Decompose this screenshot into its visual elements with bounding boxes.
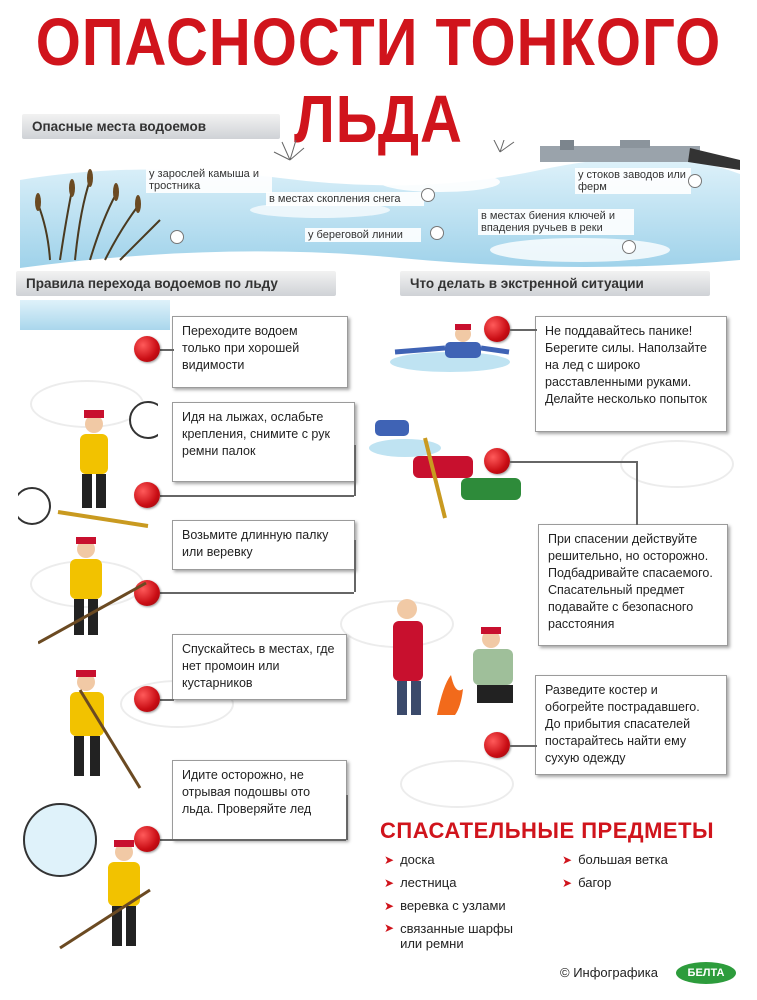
marker-snow <box>421 188 435 202</box>
list-item: ➤ большая ветка <box>562 852 668 867</box>
rescue-items-left-list <box>384 852 554 951</box>
arrow-icon: ➤ <box>384 876 395 890</box>
list-item: ➤ доска <box>384 852 435 867</box>
rescue-illustration <box>365 408 545 538</box>
list-item: ➤ веревка с узлами <box>384 898 506 913</box>
section-label-crossing-rules: Правила перехода водоемов по льду <box>16 271 336 296</box>
connector <box>160 592 354 594</box>
person-with-pole-illustration <box>38 535 148 645</box>
list-item: ➤ багор <box>562 875 612 890</box>
callout-shore: у береговой линии <box>305 228 421 242</box>
person-walking-on-ice-illustration <box>20 800 160 950</box>
connector <box>160 495 354 497</box>
arrow-icon: ➤ <box>384 921 395 935</box>
rule-box-walk-carefully: Идите осторожно, не отрывая подошвы ото льда. Проверяйте лед <box>172 760 347 840</box>
emergency-box-rescue: При спасении действуйте решительно, но осторожно. Подбадривайте спасаемого. Спасательный предмет подавайте с безопасного расстояния <box>538 524 728 646</box>
callout-snow: в местах скопления снега <box>266 192 424 206</box>
marker-shore <box>430 226 444 240</box>
rescue-items-title: СПАСАТЕЛЬНЫЕ ПРЕДМЕТЫ <box>380 818 715 843</box>
list-item: ➤ связанные шарфы или ремни <box>384 921 514 951</box>
connector <box>354 540 356 592</box>
connector <box>160 839 346 841</box>
person-in-ice-illustration <box>385 320 515 380</box>
marker-springs <box>622 240 636 254</box>
campfire-illustration <box>385 595 535 725</box>
marker-factories <box>688 174 702 188</box>
rule-box-skis: Идя на лыжах, ослабьте крепления, снимите с рук ремни палок <box>172 402 355 482</box>
connector <box>160 349 174 351</box>
rule-box-visibility: Переходите водоем только при хорошей видимости <box>172 316 348 388</box>
watermark <box>400 760 514 808</box>
emergency-box-warm-up: Разведите костер и обогрейте пострадавшего. До прибытия спасателей постарайтесь найти ему сухую одежду <box>535 675 727 775</box>
emergency-box-no-panic: Не поддавайтесь панике! Берегите силы. Наползайте на лед с широко расставленными руками. Делайте несколько попыток <box>535 316 727 432</box>
connector <box>354 445 356 496</box>
connector <box>636 461 638 525</box>
arrow-icon: ➤ <box>384 899 395 913</box>
rescue-items-right-list <box>562 852 732 891</box>
callout-springs: в местах биения ключей и впадения ручьев в реки <box>478 209 634 235</box>
page-title: ОПАСНОСТИ ТОНКОГО ЛЬДА <box>35 5 722 157</box>
connector <box>346 795 348 840</box>
arrow-icon: ➤ <box>562 876 573 890</box>
red-marker <box>134 336 160 362</box>
arrow-icon: ➤ <box>384 853 395 867</box>
connector <box>510 745 537 747</box>
callout-reeds: у зарослей камыша и тростника <box>146 167 272 193</box>
rule-box-descend: Спускайтесь в местах, где нет промоин или кустарников <box>172 634 347 700</box>
person-descending-illustration <box>40 670 150 790</box>
list-item: ➤ лестница <box>384 875 457 890</box>
rule-box-pole: Возьмите длинную палку или веревку <box>172 520 355 570</box>
water-strip <box>20 300 170 330</box>
section-label-dangerous-places: Опасные места водоемов <box>22 114 280 139</box>
connector <box>160 699 174 701</box>
credit-text: © Инфографика <box>560 965 659 980</box>
belta-logo: БЕЛТА <box>676 962 736 984</box>
arrow-icon: ➤ <box>562 853 573 867</box>
section-label-emergency: Что делать в экстренной ситуации <box>400 271 710 296</box>
red-marker <box>484 732 510 758</box>
skier-illustration <box>18 400 158 530</box>
callout-factories: у стоков заводов или ферм <box>575 168 691 194</box>
marker-reeds <box>170 230 184 244</box>
